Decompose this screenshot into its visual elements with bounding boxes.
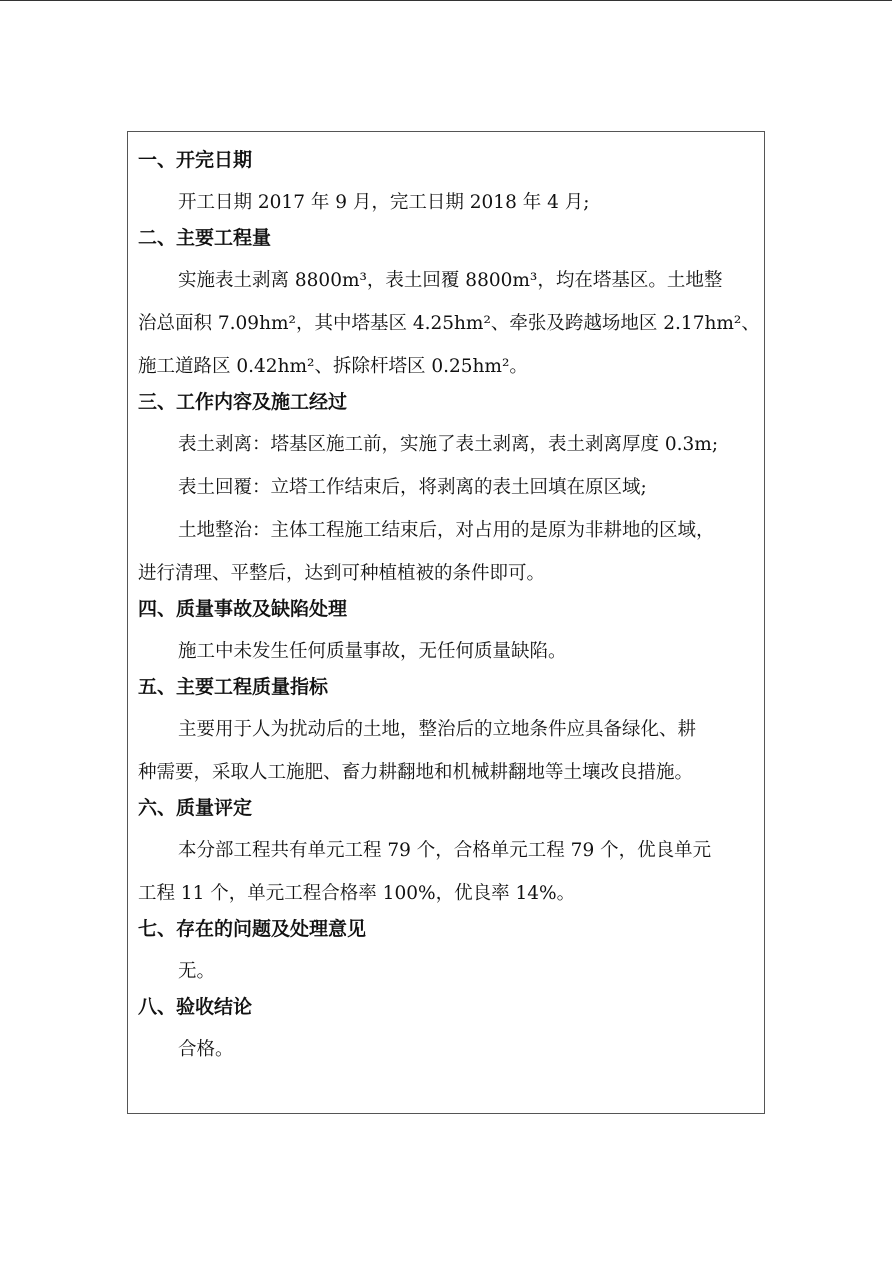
section-paragraph (138, 708, 758, 794)
section-paragraph (138, 950, 758, 993)
section-heading: 一、开完日期 (138, 149, 253, 171)
report-frame (127, 131, 765, 1114)
paragraph-line: 施工中未发生任何质量事故，无任何质量缺陷。 (178, 641, 567, 662)
paragraph-line: 实施表土剥离 8800m³，表土回覆 8800m³，均在塔基区。土地整 (178, 270, 723, 291)
section-quality-accidents (138, 595, 758, 673)
section-paragraph (138, 829, 758, 915)
section-start-end-dates (138, 146, 758, 224)
paragraph-line: 合格。 (178, 1039, 234, 1060)
section-issues (138, 915, 758, 993)
section-quality-assessment (138, 794, 758, 915)
section-heading: 五、主要工程质量指标 (138, 676, 329, 698)
paragraph-line: 表土回覆：立塔工作结束后，将剥离的表土回填在原区域; (178, 477, 647, 498)
section-work-content (138, 388, 758, 595)
paragraph-line: 施工道路区 0.42hm²、拆除杆塔区 0.25hm²。 (138, 356, 528, 377)
paragraph-line: 无。 (178, 961, 216, 982)
paragraph-line: 土地整治：主体工程施工结束后，对占用的是原为非耕地的区域， (178, 520, 715, 541)
section-paragraph (138, 630, 758, 673)
paragraph-line: 进行清理、平整后，达到可种植植被的条件即可。 (138, 563, 546, 584)
section-heading: 七、存在的问题及处理意见 (138, 918, 367, 940)
section-paragraph (138, 466, 758, 509)
section-quality-indicators (138, 673, 758, 794)
section-paragraph (138, 181, 758, 224)
page-top-rule (0, 0, 892, 1)
report-content (138, 146, 758, 1071)
section-heading: 四、质量事故及缺陷处理 (138, 598, 348, 620)
section-main-quantities (138, 224, 758, 388)
section-paragraph (138, 259, 758, 388)
paragraph-line: 治总面积 7.09hm²，其中塔基区 4.25hm²、牵张及跨越场地区 2.17hm²、 (138, 313, 760, 334)
paragraph-line: 开工日期 2017 年 9 月，完工日期 2018 年 4 月; (178, 192, 590, 213)
paragraph-line: 主要用于人为扰动后的土地，整治后的立地条件应具备绿化、耕 (178, 719, 697, 740)
section-paragraph (138, 1028, 758, 1071)
paragraph-line: 本分部工程共有单元工程 79 个，合格单元工程 79 个，优良单元 (178, 840, 712, 861)
paragraph-line: 工程 11 个，单元工程合格率 100%，优良率 14%。 (138, 883, 576, 904)
section-heading: 三、工作内容及施工经过 (138, 391, 348, 413)
section-heading: 六、质量评定 (138, 797, 253, 819)
section-acceptance-conclusion (138, 993, 758, 1071)
paragraph-line: 表土剥离：塔基区施工前，实施了表土剥离，表土剥离厚度 0.3m; (178, 434, 719, 455)
section-paragraph (138, 509, 758, 595)
section-heading: 二、主要工程量 (138, 227, 272, 249)
paragraph-line: 种需要，采取人工施肥、畜力耕翻地和机械耕翻地等土壤改良措施。 (138, 762, 694, 783)
section-paragraph (138, 423, 758, 466)
section-heading: 八、验收结论 (138, 996, 253, 1018)
